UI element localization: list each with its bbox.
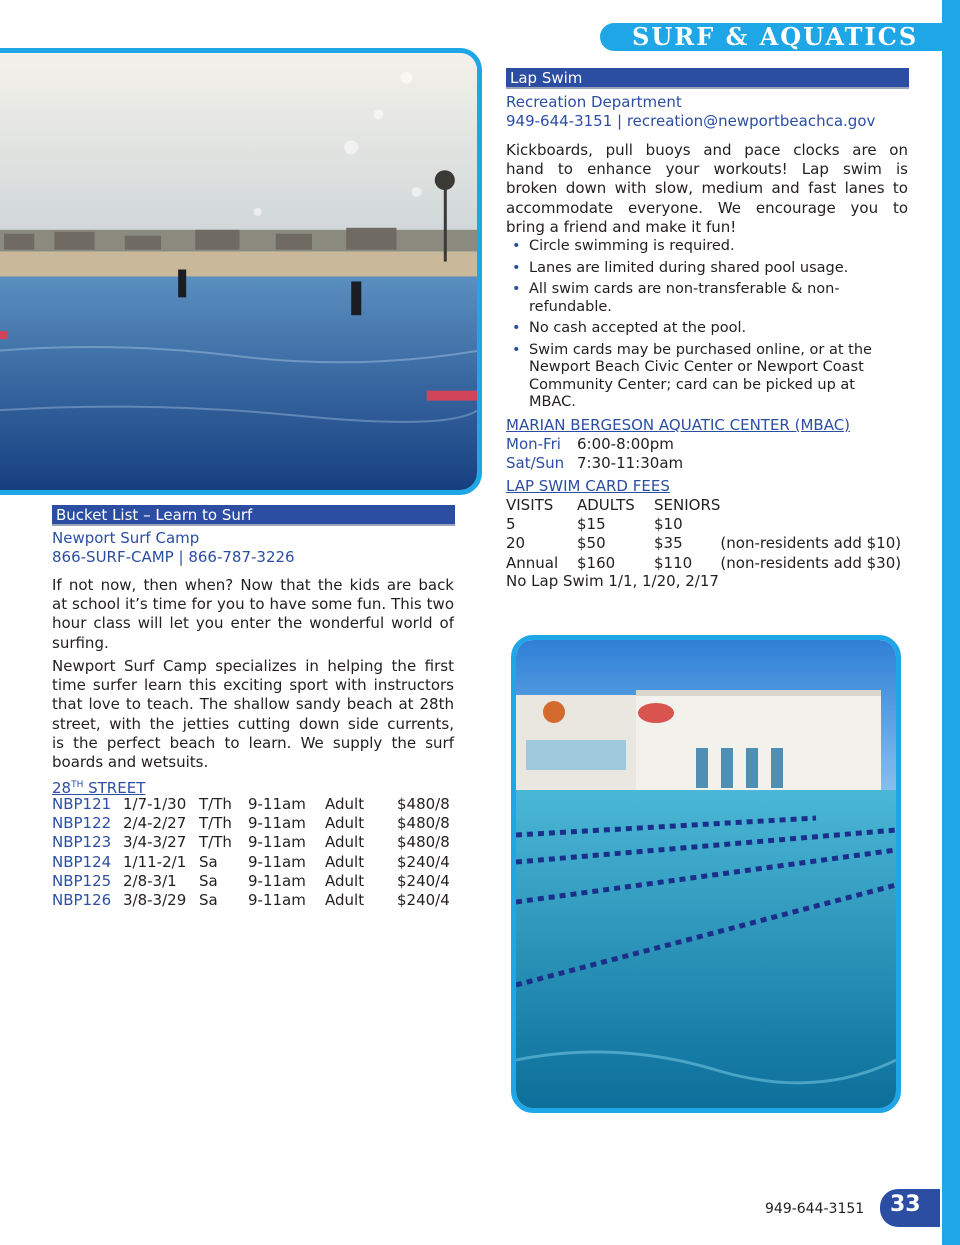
class-dates: 3/4-3/27 <box>123 833 187 852</box>
fees-row <box>506 534 901 553</box>
hours-time: 6:00-8:00pm <box>577 435 674 453</box>
class-fee: $480/8 <box>397 795 450 813</box>
class-time: 9-11am <box>248 795 306 813</box>
class-dates: 1/11-2/1 <box>123 852 187 871</box>
class-days: T/Th <box>199 833 232 852</box>
class-days: Sa <box>199 891 218 910</box>
class-code[interactable]: NBP122 <box>52 814 112 833</box>
para-line: Newport Surf Camp specializes in helping the first <box>52 657 454 675</box>
fees-title: LAP SWIM CARD FEES <box>506 477 670 495</box>
para-line: time surfer learn this exciting sport with instructors <box>52 676 454 695</box>
para-line: boards and wetsuits. <box>52 753 209 772</box>
fees-header: SENIORS <box>654 496 721 514</box>
closed-dates-note: No Lap Swim 1/1, 1/20, 2/17 <box>506 572 719 590</box>
class-age: Adult <box>325 852 365 871</box>
surf-camp-org: Newport Surf Camp <box>52 529 200 547</box>
surf-description-paragraph <box>52 657 454 772</box>
fees-cell: (non-residents add $30) <box>720 553 902 572</box>
surf-class-table <box>52 795 457 910</box>
para-line: surfing. <box>52 633 109 652</box>
class-time: 9-11am <box>248 852 306 871</box>
class-row <box>52 795 457 814</box>
class-code[interactable]: NBP121 <box>52 795 112 813</box>
hours-row <box>506 435 683 454</box>
class-row <box>52 814 457 833</box>
class-dates: 1/7-1/30 <box>123 795 187 813</box>
rule-item: • Lanes are limited during shared pool usage. <box>506 260 906 278</box>
rule-item: • Swim cards may be purchased online, or at the Newport Beach Civic Center or Newport Coast Community Center; card can be picked up at MBAC. <box>506 342 906 412</box>
para-line: If not now, then when? Now that the kids are back <box>52 576 454 594</box>
fees-cell: $110 <box>654 553 693 572</box>
hours-days: Sat/Sun <box>506 454 565 473</box>
class-code[interactable]: NBP126 <box>52 891 112 910</box>
page-edge-band <box>942 0 960 1245</box>
fees-cell: $10 <box>654 515 683 534</box>
para-line: street, with the jetties cutting down side currents, <box>52 714 454 733</box>
intro-line: hand to enhance your workouts! Lap swim is <box>506 160 908 179</box>
class-time: 9-11am <box>248 871 306 890</box>
hours-time: 7:30-11:30am <box>577 454 684 473</box>
class-age: Adult <box>325 891 365 910</box>
fees-cell: 20 <box>506 534 526 553</box>
class-age: Adult <box>325 795 365 813</box>
class-fee: $480/8 <box>397 814 450 833</box>
fees-cell <box>720 515 901 534</box>
class-row <box>52 833 457 852</box>
class-fee: $480/8 <box>397 833 450 852</box>
intro-line: accommodate everyone. We encourage you to <box>506 198 908 217</box>
class-age: Adult <box>325 871 365 890</box>
class-days: T/Th <box>199 814 232 833</box>
hours-days: Mon-Fri <box>506 435 561 453</box>
footer-phone: 949-644-3151 <box>765 1201 865 1217</box>
fees-row <box>506 554 901 573</box>
para-line: at school it’s time for you to have some fun. This two <box>52 595 454 614</box>
class-days: Sa <box>199 852 218 871</box>
location-suffix: TH <box>71 780 84 790</box>
intro-line: broken down with slow, medium and fast lanes to <box>506 179 908 198</box>
class-time: 9-11am <box>248 814 306 833</box>
class-row <box>52 872 457 891</box>
intro-line: bring a friend and make it fun! <box>506 217 737 236</box>
surf-camp-contact[interactable]: 866-SURF-CAMP | 866-787-3226 <box>52 548 295 566</box>
para-line: that love to teach. The shallow sandy beach at 28th <box>52 695 454 714</box>
lap-swim-org: Recreation Department <box>506 93 682 111</box>
para-line: is the perfect beach to learn. We supply the surf <box>52 733 454 752</box>
aquatic-center-name: MARIAN BERGESON AQUATIC CENTER (MBAC) <box>506 416 851 434</box>
class-row <box>52 853 457 872</box>
rule-item: • No cash accepted at the pool. <box>506 320 906 338</box>
fees-header: VISITS <box>506 496 554 514</box>
location-number: 28 <box>52 779 72 797</box>
class-time: 9-11am <box>248 833 306 852</box>
hours-row <box>506 454 683 473</box>
class-fee: $240/4 <box>397 871 450 890</box>
fees-cell: $160 <box>577 553 616 572</box>
fees-cell: Annual <box>506 553 559 572</box>
lap-swim-rules <box>506 238 906 416</box>
class-code[interactable]: NBP124 <box>52 852 112 871</box>
class-age: Adult <box>325 814 365 833</box>
page-number: 33 <box>890 1192 921 1217</box>
class-days: T/Th <box>199 795 232 813</box>
intro-line: Kickboards, pull buoys and pace clocks are on <box>506 141 908 159</box>
bucket-list-bar: Bucket List – Learn to Surf <box>52 505 455 526</box>
fees-cell: (non-residents add $10) <box>720 534 902 553</box>
class-dates: 3/8-3/29 <box>123 891 187 910</box>
lap-swim-contact[interactable]: 949-644-3151 | recreation@newportbeachca.gov <box>506 112 876 130</box>
fees-cell: $15 <box>577 515 606 534</box>
class-dates: 2/8-3/1 <box>123 871 177 890</box>
fees-header: ADULTS <box>577 496 635 514</box>
rule-item: • All swim cards are non-transferable & non-refundable. <box>506 281 906 316</box>
fees-table <box>506 496 901 573</box>
fees-header-row <box>506 496 901 515</box>
fees-cell: 5 <box>506 515 516 534</box>
surf-intro-paragraph <box>52 576 454 653</box>
class-row <box>52 891 457 910</box>
para-line: hour class will let you enter the wonderful world of <box>52 614 454 633</box>
class-time: 9-11am <box>248 891 306 910</box>
surf-photo <box>0 48 482 495</box>
fees-header <box>720 496 901 515</box>
fees-row <box>506 515 901 534</box>
class-fee: $240/4 <box>397 852 450 871</box>
section-title: SURF & AQUATICS <box>632 22 919 51</box>
lap-swim-bar: Lap Swim <box>506 68 909 89</box>
fees-cell: $35 <box>654 534 683 553</box>
class-code[interactable]: NBP125 <box>52 871 112 890</box>
rule-item: • Circle swimming is required. <box>506 238 906 256</box>
lap-swim-hours <box>506 435 683 473</box>
class-days: Sa <box>199 871 218 890</box>
fees-cell: $50 <box>577 534 606 553</box>
class-age: Adult <box>325 833 365 852</box>
class-code[interactable]: NBP123 <box>52 833 112 852</box>
class-dates: 2/4-2/27 <box>123 814 187 833</box>
class-fee: $240/4 <box>397 891 450 910</box>
pool-photo <box>511 635 901 1113</box>
lap-swim-intro <box>506 141 908 237</box>
location-street: STREET <box>83 779 146 797</box>
